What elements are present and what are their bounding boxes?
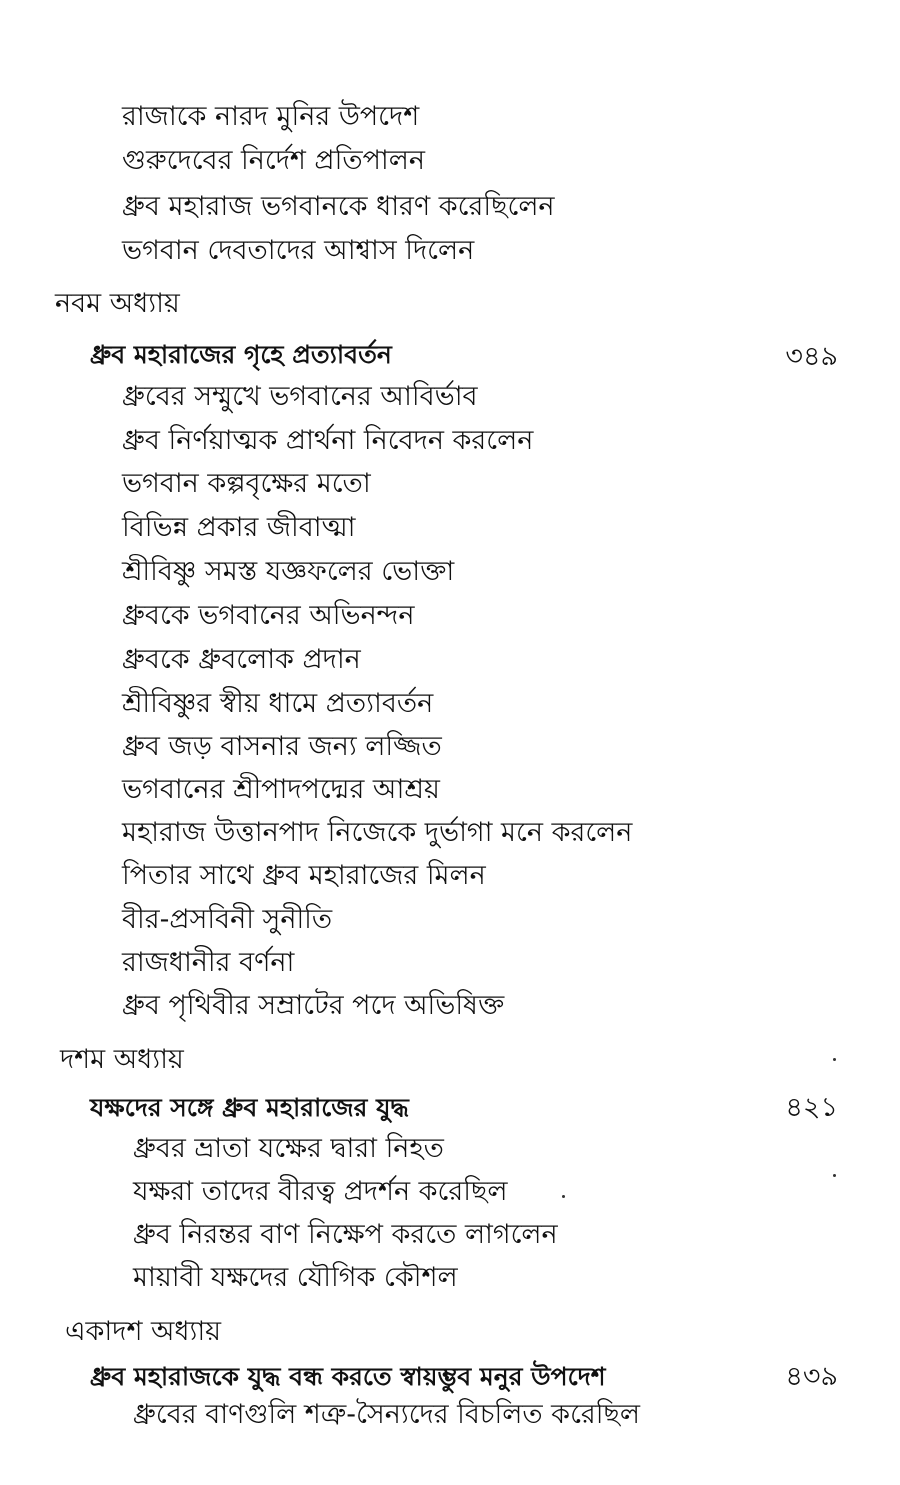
toc-entry: ধ্রুব নির্ণয়াত্মক প্রার্থনা নিবেদন করলেন [122,425,534,456]
toc-entry: বীর-প্রসবিনী সুনীতি [122,904,333,935]
toc-entry: ধ্রুবকে ভগবানের অভিনন্দন [122,600,415,631]
toc-entry: ধ্রুবর ভ্রাতা যক্ষের দ্বারা নিহত [133,1133,444,1164]
chapter-heading: দশম অধ্যায় [60,1044,184,1075]
toc-entry: রাজাকে নারদ মুনির উপদেশ [122,101,420,132]
toc-entry: যক্ষরা তাদের বীরত্ব প্রদর্শন করেছিল [133,1176,508,1207]
toc-entry: ধ্রুবকে ধ্রুবলোক প্রদান [122,644,361,675]
toc-entry: ধ্রুবের বাণগুলি শত্রু-সৈন্যদের বিচলিত করেছিল [133,1399,640,1430]
toc-entry: ভগবান দেবতাদের আশ্বাস দিলেন [122,235,475,266]
toc-entry: পিতার সাথে ধ্রুব মহারাজের মিলন [122,860,486,891]
toc-entry: মায়াবী যক্ষদের যৌগিক কৌশল [133,1262,458,1293]
toc-entry: বিভিন্ন প্রকার জীবাত্মা [122,512,356,543]
chapter-heading: একাদশ অধ্যায় [65,1316,222,1347]
chapter-title: যক্ষদের সঙ্গে ধ্রুব মহারাজের যুদ্ধ [90,1093,409,1122]
toc-entry: ভগবান কল্পবৃক্ষের মতো [122,468,371,499]
chapter-heading: নবম অধ্যায় [55,288,180,319]
toc-entry: গুরুদেবের নির্দেশ প্রতিপালন [122,145,425,176]
toc-entry: ধ্রুব নিরন্তর বাণ নিক্ষেপ করতে লাগলেন [133,1219,558,1250]
toc-entry: ধ্রুব মহারাজ ভগবানকে ধারণ করেছিলেন [122,191,555,222]
page-speck [833,1174,836,1177]
chapter-title: ধ্রুব মহারাজের গৃহে প্রত্যাবর্তন [90,340,392,369]
toc-entry: ভগবানের শ্রীপাদপদ্মের আশ্রয় [122,774,440,805]
page-speck [833,1058,836,1061]
page-number: ৪২১ [785,1092,838,1123]
toc-entry: মহারাজ উত্তানপাদ নিজেকে দুর্ভাগা মনে করলেন [122,817,633,848]
toc-entry: শ্রীবিষ্ণুর স্বীয় ধামে প্রত্যাবর্তন [122,688,434,719]
toc-entry: ধ্রুব পৃথিবীর সম্রাটের পদে অভিষিক্ত [122,990,505,1021]
toc-entry: শ্রীবিষ্ণু সমস্ত যজ্ঞফলের ভোক্তা [122,556,455,587]
toc-entry: ধ্রুব জড় বাসনার জন্য লজ্জিত [122,731,442,762]
toc-entry: ধ্রুবের সম্মুখে ভগবানের আবির্ভাব [122,381,478,412]
page-number: ৩৪৯ [785,341,838,372]
toc-entry: রাজধানীর বর্ণনা [122,947,295,978]
page-number: ৪৩৯ [785,1361,838,1392]
chapter-title: ধ্রুব মহারাজকে যুদ্ধ বন্ধ করতে স্বায়ম্ভুব মনুর উপদেশ [90,1362,606,1391]
page-speck [562,1195,565,1198]
